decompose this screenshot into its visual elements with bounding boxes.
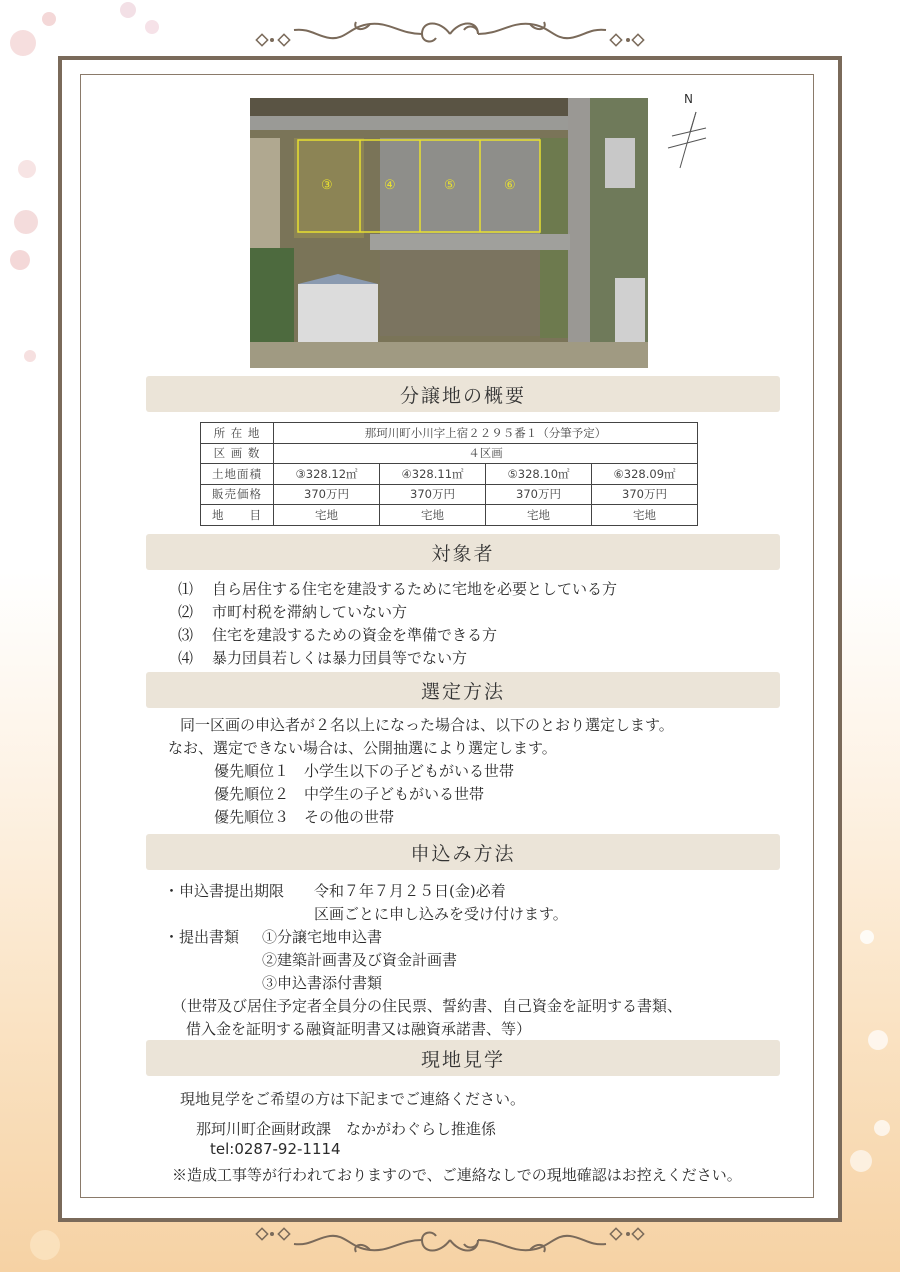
- documents-label: ・提出書類: [164, 928, 240, 946]
- target-list: [178, 578, 617, 670]
- selection-line-1: 同一区画の申込者が２名以上になった場合は、以下のとおり選定します。: [180, 716, 674, 734]
- document-item: ③申込書添付書類: [262, 974, 383, 992]
- table-row: [201, 505, 698, 526]
- land-type-cell: 宅地: [592, 505, 698, 526]
- table-row: [201, 484, 698, 505]
- location-value: 那珂川町小川字上宿２２９５番１（分筆予定）: [274, 423, 698, 444]
- land-area-label: 土地面積: [201, 464, 274, 485]
- table-row: [201, 464, 698, 485]
- land-type-cell: 宅地: [486, 505, 592, 526]
- land-area-cell: ⑤328.10㎡: [486, 464, 592, 485]
- documents-note-1: （世帯及び居住予定者全員分の住民票、誓約書、自己資金を証明する書類、: [172, 997, 683, 1015]
- top-ornament: [250, 12, 650, 52]
- contact-phone[interactable]: tel:0287-92-1114: [210, 1140, 341, 1158]
- list-item: ⑶ 住宅を建設するための資金を準備できる方: [178, 626, 498, 644]
- north-arrow: [666, 92, 716, 172]
- table-row: [201, 443, 698, 464]
- deadline-label: ・申込書提出期限: [164, 882, 285, 900]
- lot-marker-4: ④: [384, 178, 396, 193]
- list-item: ⑴ 自ら居住する住宅を建設するために宅地を必要としている方: [178, 580, 618, 598]
- overview-table: [200, 422, 698, 526]
- price-label: 販売価格: [201, 484, 274, 505]
- lot-marker-5: ⑤: [444, 178, 456, 193]
- land-type-label: 地 目: [201, 505, 274, 526]
- priority-3: 優先順位３ その他の世帯: [214, 808, 395, 826]
- land-area-cell: ⑥328.09㎡: [592, 464, 698, 485]
- lot-count-value: ４区画: [274, 443, 698, 464]
- documents-note-2: 借入金を証明する融資証明書又は融資承諾書、等）: [186, 1020, 532, 1038]
- price-cell: 370万円: [380, 484, 486, 505]
- priority-2: 優先順位２ 中学生の子どもがいる世帯: [214, 785, 485, 803]
- selection-line-2: なお、選定できない場合は、公開抽選により選定します。: [168, 739, 557, 757]
- price-cell: 370万円: [486, 484, 592, 505]
- tour-intro: 現地見学をご希望の方は下記までご連絡ください。: [180, 1090, 526, 1108]
- aerial-photo: [250, 98, 648, 368]
- target-section-title: 対象者: [146, 534, 780, 570]
- lot-count-label: 区 画 数: [201, 443, 274, 464]
- lot-marker-3: ③: [321, 178, 333, 193]
- land-area-cell: ③328.12㎡: [274, 464, 380, 485]
- selection-section-title: 選定方法: [146, 672, 780, 708]
- tour-note: ※造成工事等が行われておりますので、ご連絡なしでの現地確認はお控えください。: [172, 1166, 742, 1184]
- list-item: ⑵ 市町村税を滞納していない方: [178, 603, 408, 621]
- document-item: ②建築計画書及び資金計画書: [262, 951, 458, 969]
- land-type-cell: 宅地: [380, 505, 486, 526]
- lot-marker-6: ⑥: [504, 178, 516, 193]
- application-section-title: 申込み方法: [146, 834, 780, 870]
- contact-department: 那珂川町企画財政課 なかがわぐらし推進係: [196, 1120, 497, 1138]
- location-label: 所 在 地: [201, 423, 274, 444]
- north-arrow-icon: [666, 108, 716, 178]
- land-type-cell: 宅地: [274, 505, 380, 526]
- price-cell: 370万円: [274, 484, 380, 505]
- priority-1: 優先順位１ 小学生以下の子どもがいる世帯: [214, 762, 515, 780]
- overview-section-title: 分譲地の概要: [146, 376, 780, 412]
- deadline-note: 区画ごとに申し込みを受け付けます。: [314, 905, 568, 923]
- list-item: ⑷ 暴力団員若しくは暴力団員等でない方: [178, 649, 468, 667]
- north-label: N: [684, 92, 693, 106]
- table-row: [201, 423, 698, 444]
- price-cell: 370万円: [592, 484, 698, 505]
- bottom-ornament: [250, 1222, 650, 1262]
- tour-section-title: 現地見学: [146, 1040, 780, 1076]
- land-area-cell: ④328.11㎡: [380, 464, 486, 485]
- document-item: ①分譲宅地申込書: [262, 928, 383, 946]
- deadline-value: 令和７年７月２５日(金)必着: [314, 882, 506, 900]
